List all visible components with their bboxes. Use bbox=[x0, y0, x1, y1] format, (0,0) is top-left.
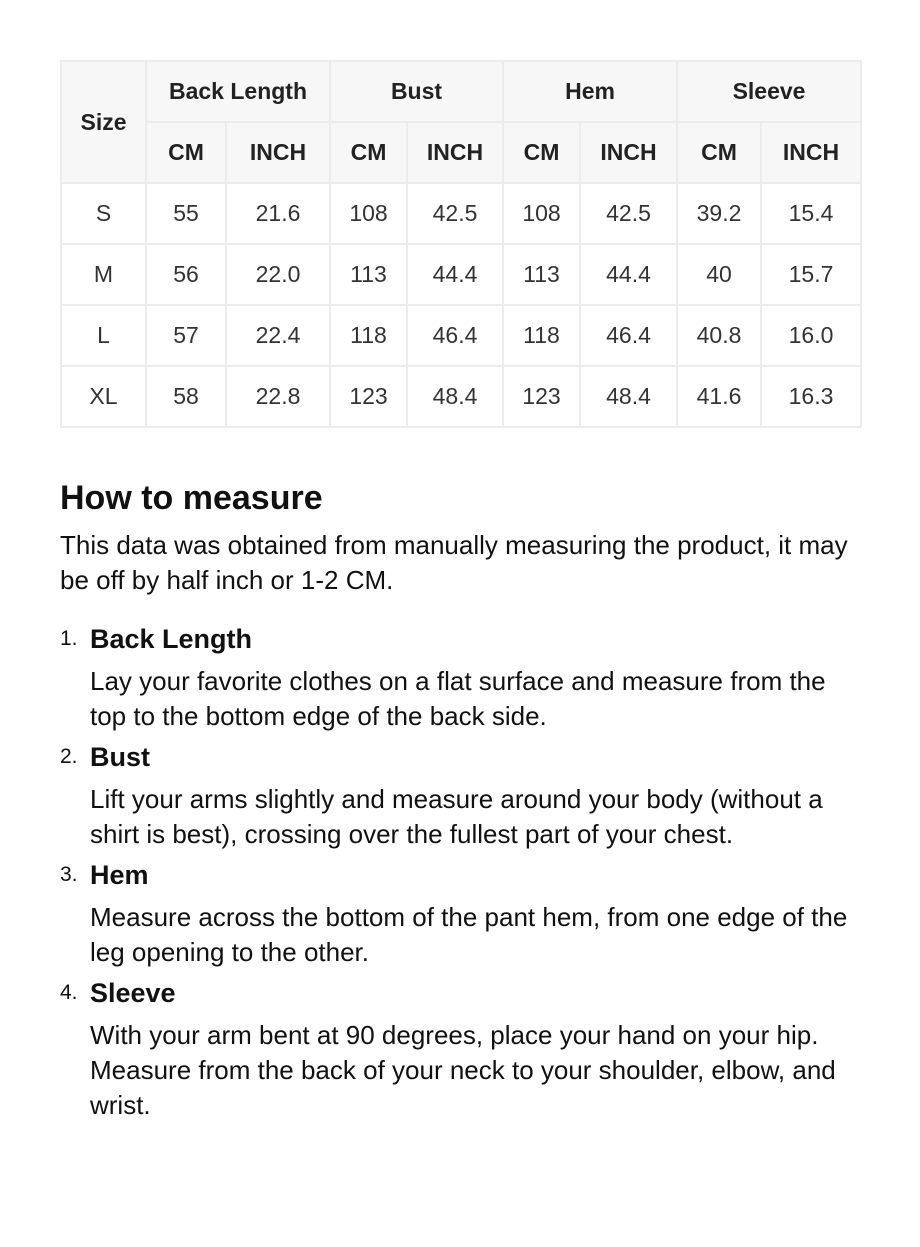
step-number: 3. bbox=[60, 863, 78, 886]
back-length-inch-cell: 22.4 bbox=[226, 305, 330, 366]
hem-inch-cell: 42.5 bbox=[580, 183, 677, 244]
hem-inch-header: INCH bbox=[580, 122, 677, 183]
back-length-header: Back Length bbox=[146, 61, 330, 122]
back-length-inch-cell: 22.8 bbox=[226, 366, 330, 427]
hem-inch-cell: 44.4 bbox=[580, 244, 677, 305]
size-cell: L bbox=[61, 305, 146, 366]
hem-cm-cell: 108 bbox=[503, 183, 580, 244]
bust-inch-cell: 48.4 bbox=[407, 366, 503, 427]
table-header-row-groups bbox=[61, 61, 861, 122]
table-row bbox=[61, 183, 861, 244]
sleeve-cm-cell: 41.6 bbox=[677, 366, 761, 427]
hem-inch-cell: 48.4 bbox=[580, 366, 677, 427]
hem-cm-cell: 123 bbox=[503, 366, 580, 427]
step-number: 2. bbox=[60, 745, 78, 768]
back-length-cm-cell: 57 bbox=[146, 305, 226, 366]
back-length-inch-header: INCH bbox=[226, 122, 330, 183]
back-length-inch-cell: 22.0 bbox=[226, 244, 330, 305]
sleeve-inch-cell: 16.3 bbox=[761, 366, 861, 427]
step-number: 1. bbox=[60, 627, 78, 650]
step-description: Measure across the bottom of the pant hem, from one edge of the leg opening to the other. bbox=[90, 902, 848, 967]
bust-cm-cell: 113 bbox=[330, 244, 407, 305]
bust-cm-cell: 108 bbox=[330, 183, 407, 244]
sleeve-cm-header: CM bbox=[677, 122, 761, 183]
size-cell: XL bbox=[61, 366, 146, 427]
sleeve-inch-header: INCH bbox=[761, 122, 861, 183]
step-description: Lift your arms slightly and measure around your body (without a shirt is best), crossing over the fullest part of your chest. bbox=[90, 784, 823, 849]
bust-inch-cell: 44.4 bbox=[407, 244, 503, 305]
hem-header: Hem bbox=[503, 61, 677, 122]
sleeve-cm-cell: 39.2 bbox=[677, 183, 761, 244]
step-title: Back Length bbox=[90, 624, 253, 654]
sleeve-cm-cell: 40.8 bbox=[677, 305, 761, 366]
step-description: With your arm bent at 90 degrees, place your hand on your hip. Measure from the back of your neck to your shoulder, elbow, and wrist. bbox=[90, 1020, 836, 1120]
hem-inch-cell: 46.4 bbox=[580, 305, 677, 366]
table-row bbox=[61, 244, 861, 305]
hem-cm-header: CM bbox=[503, 122, 580, 183]
back-length-cm-cell: 55 bbox=[146, 183, 226, 244]
list-item bbox=[60, 974, 860, 1123]
sleeve-inch-cell: 16.0 bbox=[761, 305, 861, 366]
size-chart-table bbox=[60, 60, 862, 428]
back-length-cm-cell: 58 bbox=[146, 366, 226, 427]
bust-cm-cell: 123 bbox=[330, 366, 407, 427]
step-title: Sleeve bbox=[90, 978, 176, 1008]
table-header-row-units bbox=[61, 122, 861, 183]
list-item bbox=[60, 738, 860, 852]
step-description: Lay your favorite clothes on a flat surface and measure from the top to the bottom edge of the back side. bbox=[90, 666, 826, 731]
list-item bbox=[60, 856, 860, 970]
section-heading: How to measure bbox=[60, 479, 323, 517]
size-cell: M bbox=[61, 244, 146, 305]
size-column-header: Size bbox=[61, 61, 146, 183]
list-item bbox=[60, 620, 860, 734]
hem-cm-cell: 113 bbox=[503, 244, 580, 305]
table-row bbox=[61, 305, 861, 366]
bust-cm-cell: 118 bbox=[330, 305, 407, 366]
sleeve-cm-cell: 40 bbox=[677, 244, 761, 305]
size-cell: S bbox=[61, 183, 146, 244]
step-number: 4. bbox=[60, 981, 78, 1004]
back-length-inch-cell: 21.6 bbox=[226, 183, 330, 244]
how-to-measure-section bbox=[60, 476, 860, 1127]
bust-cm-header: CM bbox=[330, 122, 407, 183]
step-title: Bust bbox=[90, 742, 150, 772]
back-length-cm-cell: 56 bbox=[146, 244, 226, 305]
step-title: Hem bbox=[90, 860, 149, 890]
bust-inch-header: INCH bbox=[407, 122, 503, 183]
intro-paragraph: This data was obtained from manually measuring the product, it may be off by half inch or 1-2 CM. bbox=[60, 530, 848, 595]
measure-steps-list bbox=[60, 620, 860, 1123]
sleeve-inch-cell: 15.4 bbox=[761, 183, 861, 244]
back-length-cm-header: CM bbox=[146, 122, 226, 183]
sleeve-inch-cell: 15.7 bbox=[761, 244, 861, 305]
bust-inch-cell: 46.4 bbox=[407, 305, 503, 366]
table-row bbox=[61, 366, 861, 427]
sleeve-header: Sleeve bbox=[677, 61, 861, 122]
bust-header: Bust bbox=[330, 61, 503, 122]
hem-cm-cell: 118 bbox=[503, 305, 580, 366]
bust-inch-cell: 42.5 bbox=[407, 183, 503, 244]
